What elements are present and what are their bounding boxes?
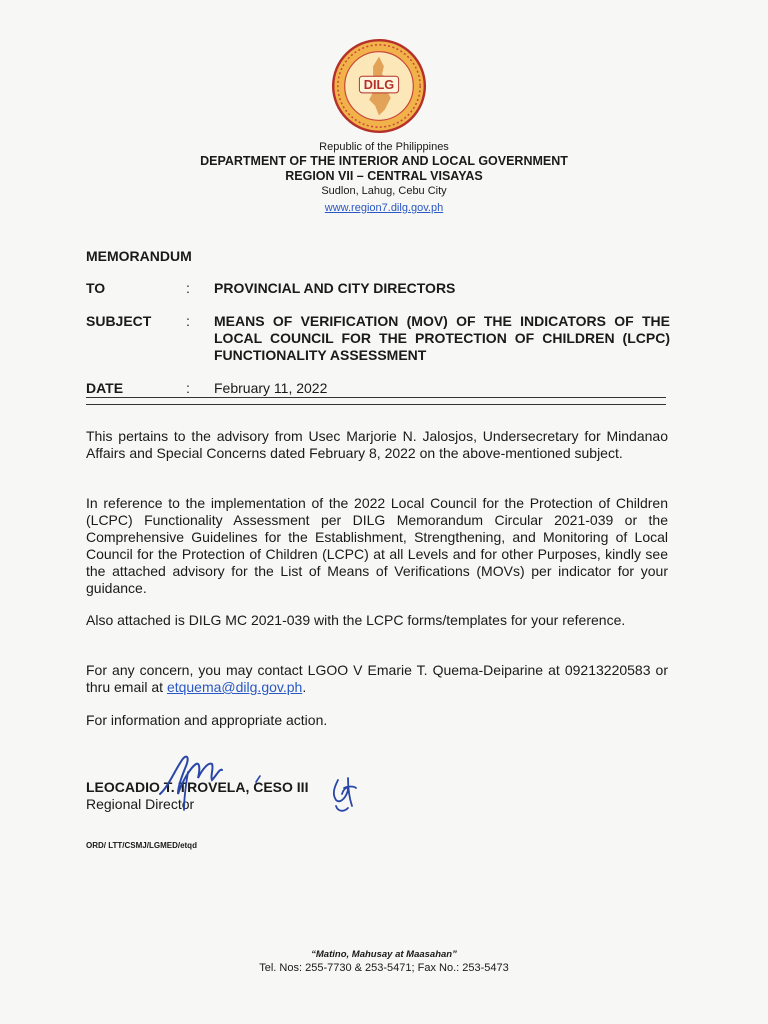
date-label: DATE [86, 380, 124, 396]
republic-line: Republic of the Philippines [319, 141, 449, 153]
date-value: February 11, 2022 [214, 380, 328, 396]
footer-contact: Tel. Nos: 255-7730 & 253-5471; Fax No.: 253-5473 [259, 962, 509, 974]
to-colon: : [186, 280, 190, 296]
date-colon: : [186, 380, 190, 396]
dilg-seal-logo [330, 37, 428, 135]
website-link[interactable]: www.region7.dilg.gov.ph [324, 202, 444, 214]
seal-text: DILG [363, 76, 395, 92]
contact-text: For any concern, you may contact LGOO V Emarie T. Quema-Deiparine at 09213220583 or thru email at [86, 662, 668, 695]
to-label: TO [86, 280, 106, 296]
subject-colon: : [186, 313, 190, 329]
double-rule-divider [86, 397, 666, 405]
paragraph-attachment: Also attached is DILG MC 2021-039 with the LCPC forms/templates for your reference. [86, 612, 626, 628]
signatory-position: Regional Director [86, 796, 195, 812]
paragraph-reference: In reference to the implementation of the 2022 Local Council for the Protection of Children (LCPC) Functionality Assessment per DILG Memorandum Circular 2021-039 or the Comprehensive Guidelines for the Establishment, Strengthening, and Monitoring of Local Council for the Protection of Children (LCPC) at all Levels and for other Purposes, kindly see the attached advisory for the List of Means of Verifications (MOVs) per indicator for your guidance. [86, 495, 668, 596]
paragraph-advisory: This pertains to the advisory from Usec Marjorie N. Jalosjos, Undersecretary for Mindanao Affairs and Special Concerns dated February 8, 2022 on the above-mentioned subject. [86, 428, 668, 461]
paragraph-contact [86, 662, 668, 696]
signatory-name: LEOCADIO T. TROVELA, CESO III [86, 779, 309, 795]
initials-mark [318, 770, 364, 816]
email-link[interactable]: etquema@dilg.gov.ph [166, 679, 303, 695]
paragraph-action: For information and appropriate action. [86, 712, 328, 728]
office-address: Sudlon, Lahug, Cebu City [321, 185, 447, 197]
contact-end: . [302, 679, 307, 695]
footer-motto: “Matino, Mahusay at Maasahan” [311, 949, 457, 960]
to-value: PROVINCIAL AND CITY DIRECTORS [214, 280, 456, 296]
department-name: DEPARTMENT OF THE INTERIOR AND LOCAL GOVERNMENT [200, 154, 568, 168]
subject-label: SUBJECT [86, 313, 152, 329]
region-name: REGION VII – CENTRAL VISAYAS [285, 169, 483, 183]
memo-title: MEMORANDUM [86, 248, 192, 264]
reference-code: ORD/ LTT/CSMJ/LGMED/etqd [86, 841, 197, 850]
subject-value: MEANS OF VERIFICATION (MOV) OF THE INDICATORS OF THE LOCAL COUNCIL FOR THE PROTECTION OF CHILDREN (LCPC) FUNCTIONALITY ASSESSMENT [214, 313, 670, 363]
letterhead [0, 141, 768, 216]
